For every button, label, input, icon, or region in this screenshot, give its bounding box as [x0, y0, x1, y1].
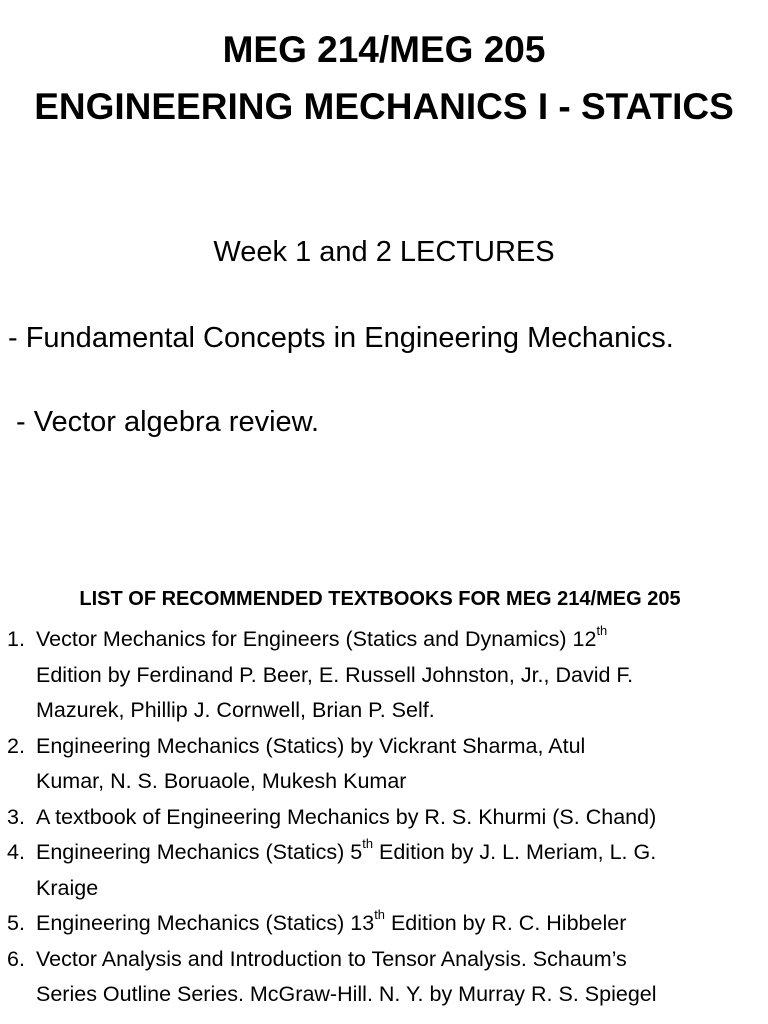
week-lectures-heading: Week 1 and 2 LECTURES [213, 236, 555, 268]
textbook-line: Engineering Mechanics (Statics) 13th Edition by R. C. Hibbeler [36, 907, 627, 935]
textbook-line: Kraige [36, 875, 99, 900]
topic-fundamental-concepts: - Fundamental Concepts in Engineering Mechanics. [8, 322, 674, 354]
textbook-number: 5. [7, 911, 25, 935]
textbook-number: 1. [7, 627, 25, 651]
textbook-item [0, 800, 768, 836]
textbook-line: A textbook of Engineering Mechanics by R. S. Khurmi (S. Chand) [36, 804, 657, 829]
textbook-item [0, 942, 768, 1013]
textbook-line: Vector Analysis and Introduction to Tensor Analysis. Schaum’s [36, 946, 627, 971]
course-code-title: MEG 214/MEG 205 [222, 29, 546, 70]
textbook-line: Kumar, N. S. Boruaole, Mukesh Kumar [36, 769, 407, 793]
textbook-list [0, 622, 768, 1013]
course-name-title: ENGINEERING MECHANICS I - STATICS [34, 86, 734, 127]
textbook-item [0, 835, 768, 906]
textbook-line: Vector Mechanics for Engineers (Statics and Dynamics) 12th [36, 623, 608, 651]
textbook-line: Engineering Mechanics (Statics) by Vickrant Sharma, Atul [36, 733, 586, 758]
textbook-number: 2. [7, 733, 25, 758]
textbook-line: Edition by Ferdinand P. Beer, E. Russell Johnston, Jr., David F. [36, 662, 634, 687]
textbook-number: 4. [7, 840, 25, 864]
textbooks-heading: LIST OF RECOMMENDED TEXTBOOKS FOR MEG 214/MEG 205 [79, 588, 681, 610]
textbook-item [0, 729, 768, 800]
topic-vector-algebra: - Vector algebra review. [16, 406, 320, 438]
textbook-number: 6. [7, 946, 25, 971]
textbook-line: Engineering Mechanics (Statics) 5th Edition by J. L. Meriam, L. G. [36, 836, 657, 864]
textbook-item [0, 906, 768, 942]
textbook-number: 3. [7, 804, 25, 829]
textbook-item [0, 622, 768, 729]
textbook-line: Series Outline Series. McGraw-Hill. N. Y. by Murray R. S. Spiegel [36, 982, 657, 1006]
textbook-line: Mazurek, Phillip J. Cornwell, Brian P. Self. [36, 698, 435, 722]
